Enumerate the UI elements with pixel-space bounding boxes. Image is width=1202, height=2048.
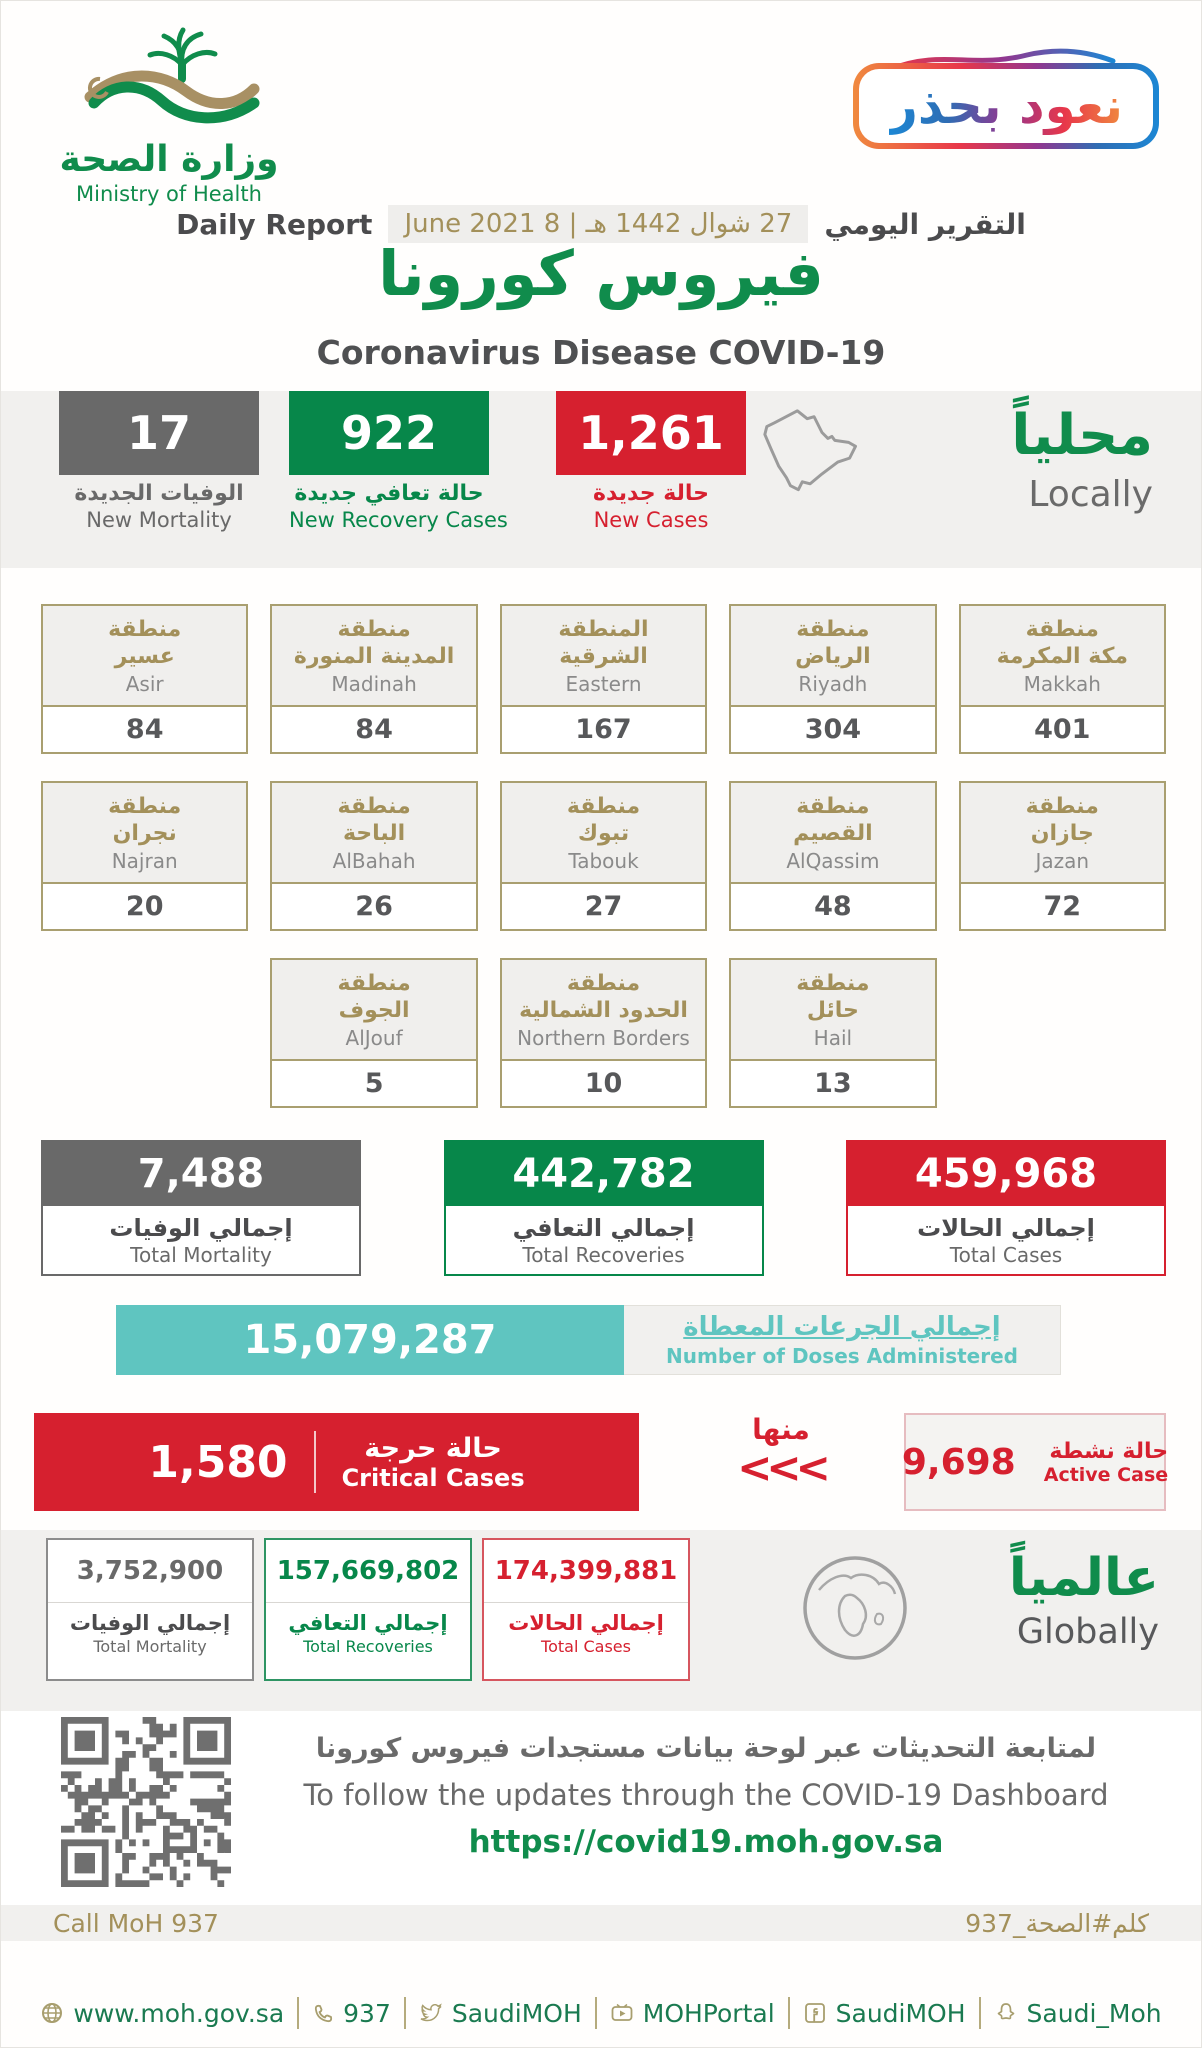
badge-frame [853, 63, 1159, 149]
logo-english-text: Ministry of Health [76, 182, 262, 206]
region-card-eastern: المنطقة الشرقية Eastern 167 [500, 604, 707, 754]
divider [314, 1431, 316, 1493]
new-mortality-label-ar: الوفيات الجديدة [74, 481, 244, 506]
region-value: 401 [1034, 714, 1091, 745]
footer-link-website[interactable]: www.moh.gov.sa [40, 1999, 284, 2028]
moh-logo-icon [64, 23, 274, 141]
critical-cases-value: 1,580 [148, 1436, 288, 1488]
globally-section [1, 1530, 1201, 1711]
moh-logo [49, 23, 289, 206]
region-card-riyadh: منطقة الرياض Riyadh 304 [729, 604, 936, 754]
new-cases-stat [556, 391, 746, 532]
global-recoveries-card: 157,669,802 إجمالي التعافي Total Recoveries [264, 1538, 472, 1681]
new-recovery-label-en: New Recovery Cases [289, 508, 508, 532]
regions-row-1 [41, 604, 1166, 754]
youtube-icon [610, 2001, 634, 2025]
footer-separator [404, 1997, 406, 2029]
total-recoveries-value: 442,782 [446, 1142, 762, 1206]
call-moh-label: Call MoH 937 [53, 1908, 219, 1938]
footer-links [1, 1997, 1201, 2029]
new-recovery-label-ar: حالة تعافي جديدة [294, 481, 484, 506]
phone-icon [312, 2002, 334, 2024]
region-value: 84 [125, 714, 164, 745]
new-cases-value: 1,261 [556, 391, 746, 475]
doses-value: 15,079,287 [116, 1305, 624, 1375]
region-value: 84 [355, 714, 393, 745]
region-value: 167 [575, 714, 632, 745]
new-recovery-value: 922 [289, 391, 489, 475]
new-cases-label-en: New Cases [593, 508, 709, 532]
region-card-northern-borders: منطقة الحدود الشمالية Northern Borders 10 [500, 958, 707, 1108]
dashboard-line-ar: لمتابعة التحديثات عبر لوحة بيانات مستجدات فيروس كورونا [315, 1733, 1097, 1764]
call-bar [1, 1905, 1201, 1941]
total-cases-card: 459,968 إجمالي الحالات Total Cases [846, 1140, 1166, 1276]
globally-heading-en: Globally [1016, 1612, 1159, 1652]
region-value: 20 [125, 891, 164, 922]
doses-bar [116, 1305, 1061, 1375]
dashboard-line-en: To follow the updates through the COVID-19 Dashboard [303, 1778, 1109, 1812]
footer-separator [297, 1997, 299, 2029]
region-card-tabouk: منطقة تبوك Tabouk 27 [500, 781, 707, 931]
total-mortality-value: 7,488 [43, 1142, 359, 1206]
footer-separator [595, 1997, 597, 2029]
doses-label-en: Number of Doses Administered [666, 1344, 1018, 1368]
footer-link-phone[interactable]: 937 [312, 1999, 391, 2028]
new-cases-label-ar: حالة جديدة [593, 481, 709, 506]
new-mortality-stat [59, 391, 259, 532]
total-mortality-card: 7,488 إجمالي الوفيات Total Mortality [41, 1140, 361, 1276]
return-with-caution-badge [853, 63, 1159, 149]
region-value: 5 [364, 1068, 384, 1099]
footer-link-facebook[interactable]: SaudiMOH [803, 1999, 966, 2028]
critical-active-row [34, 1413, 1169, 1511]
regions-row-2 [41, 781, 1166, 931]
saudi-arabia-map-icon [753, 401, 891, 533]
logo-arabic-text: وزارة الصحة [59, 139, 279, 180]
new-mortality-label-en: New Mortality [86, 508, 232, 532]
region-card-jazan: منطقة جازان Jazan 72 [959, 781, 1166, 931]
region-value: 26 [355, 891, 393, 922]
region-value: 48 [814, 891, 852, 922]
globe-icon [799, 1552, 911, 1664]
regions-row-3 [41, 958, 1166, 1108]
global-mortality-card: 3,752,900 إجمالي الوفيات Total Mortality [46, 1538, 254, 1681]
footer-separator [788, 1997, 790, 2029]
critical-cases-box: 1,580 حالة حرجة Critical Cases [34, 1413, 639, 1511]
region-card-albahah: منطقة الباحة AlBahah 26 [270, 781, 477, 931]
new-recovery-stat [289, 391, 508, 532]
locally-heading-en: Locally [1028, 474, 1153, 515]
daily-report-ar: التقرير اليومي [824, 207, 1026, 241]
new-mortality-value: 17 [59, 391, 259, 475]
active-cases-value: 9,698 [901, 1441, 1016, 1483]
dashboard-section [1, 1711, 1201, 1905]
region-card-madinah: منطقة المدينة المنورة Madinah 84 [270, 604, 477, 754]
dashboard-url-link[interactable]: https://covid19.moh.gov.sa [468, 1824, 944, 1860]
chevrons-left-icon: <<< [737, 1443, 825, 1492]
regions-grid [41, 604, 1166, 1135]
region-card-najran: منطقة نجران Najran 20 [41, 781, 248, 931]
region-value: 304 [804, 714, 862, 745]
total-recoveries-card: 442,782 إجمالي التعافي Total Recoveries [444, 1140, 764, 1276]
totals-row [41, 1140, 1166, 1276]
twitter-icon [419, 2001, 443, 2025]
facebook-icon [803, 2001, 827, 2025]
hashtag-label: كلم#الصحة_937 [965, 1908, 1149, 1938]
active-cases-box: 9,698 حالة نشطة Active Case [904, 1413, 1166, 1511]
region-card-makkah: منطقة مكة المكرمة Makkah 401 [959, 604, 1166, 754]
of-which-indicator: منها <<< [686, 1413, 876, 1488]
qr-code [61, 1717, 231, 1887]
daily-report-en: Daily Report [176, 207, 373, 241]
doses-label-ar: إجمالي الجرعات المعطاة [683, 1312, 1001, 1342]
locally-heading-ar: محلياً [1011, 403, 1153, 468]
region-value: 13 [814, 1068, 852, 1099]
region-value: 10 [584, 1068, 623, 1099]
globally-heading [1009, 1548, 1159, 1652]
badge-text: نعود بحذر [889, 77, 1123, 135]
page-title-arabic: فيروس كورونا [378, 237, 824, 310]
region-card-aljouf: منطقة الجوف AlJouf 5 [270, 958, 477, 1108]
locally-section [1, 391, 1201, 568]
region-card-alqassim: منطقة القصيم AlQassim 48 [729, 781, 936, 931]
badge-inner [859, 69, 1153, 143]
region-card-hail: منطقة حائل Hail 13 [729, 958, 936, 1108]
region-value: 27 [584, 891, 623, 922]
snapchat-icon [994, 2001, 1018, 2025]
report-date: 27 شوال 1442 هـ | 8 June 2021 [404, 209, 793, 239]
page-title-english: Coronavirus Disease COVID-19 [316, 333, 886, 372]
region-value: 72 [1043, 891, 1082, 922]
globe-icon [40, 2001, 64, 2025]
footer-link-youtube[interactable]: MOHPortal [610, 1999, 775, 2028]
global-cases-card: 174,399,881 إجمالي الحالات Total Cases [482, 1538, 690, 1681]
region-card-asir: منطقة عسير Asir 84 [41, 604, 248, 754]
footer-link-twitter[interactable]: SaudiMOH [419, 1999, 582, 2028]
footer-link-snapchat[interactable]: Saudi_Moh [994, 1999, 1162, 2028]
globally-heading-ar: عالمياً [1008, 1548, 1159, 1608]
total-cases-value: 459,968 [848, 1142, 1164, 1206]
footer-separator [979, 1997, 981, 2029]
locally-heading [1011, 403, 1153, 515]
